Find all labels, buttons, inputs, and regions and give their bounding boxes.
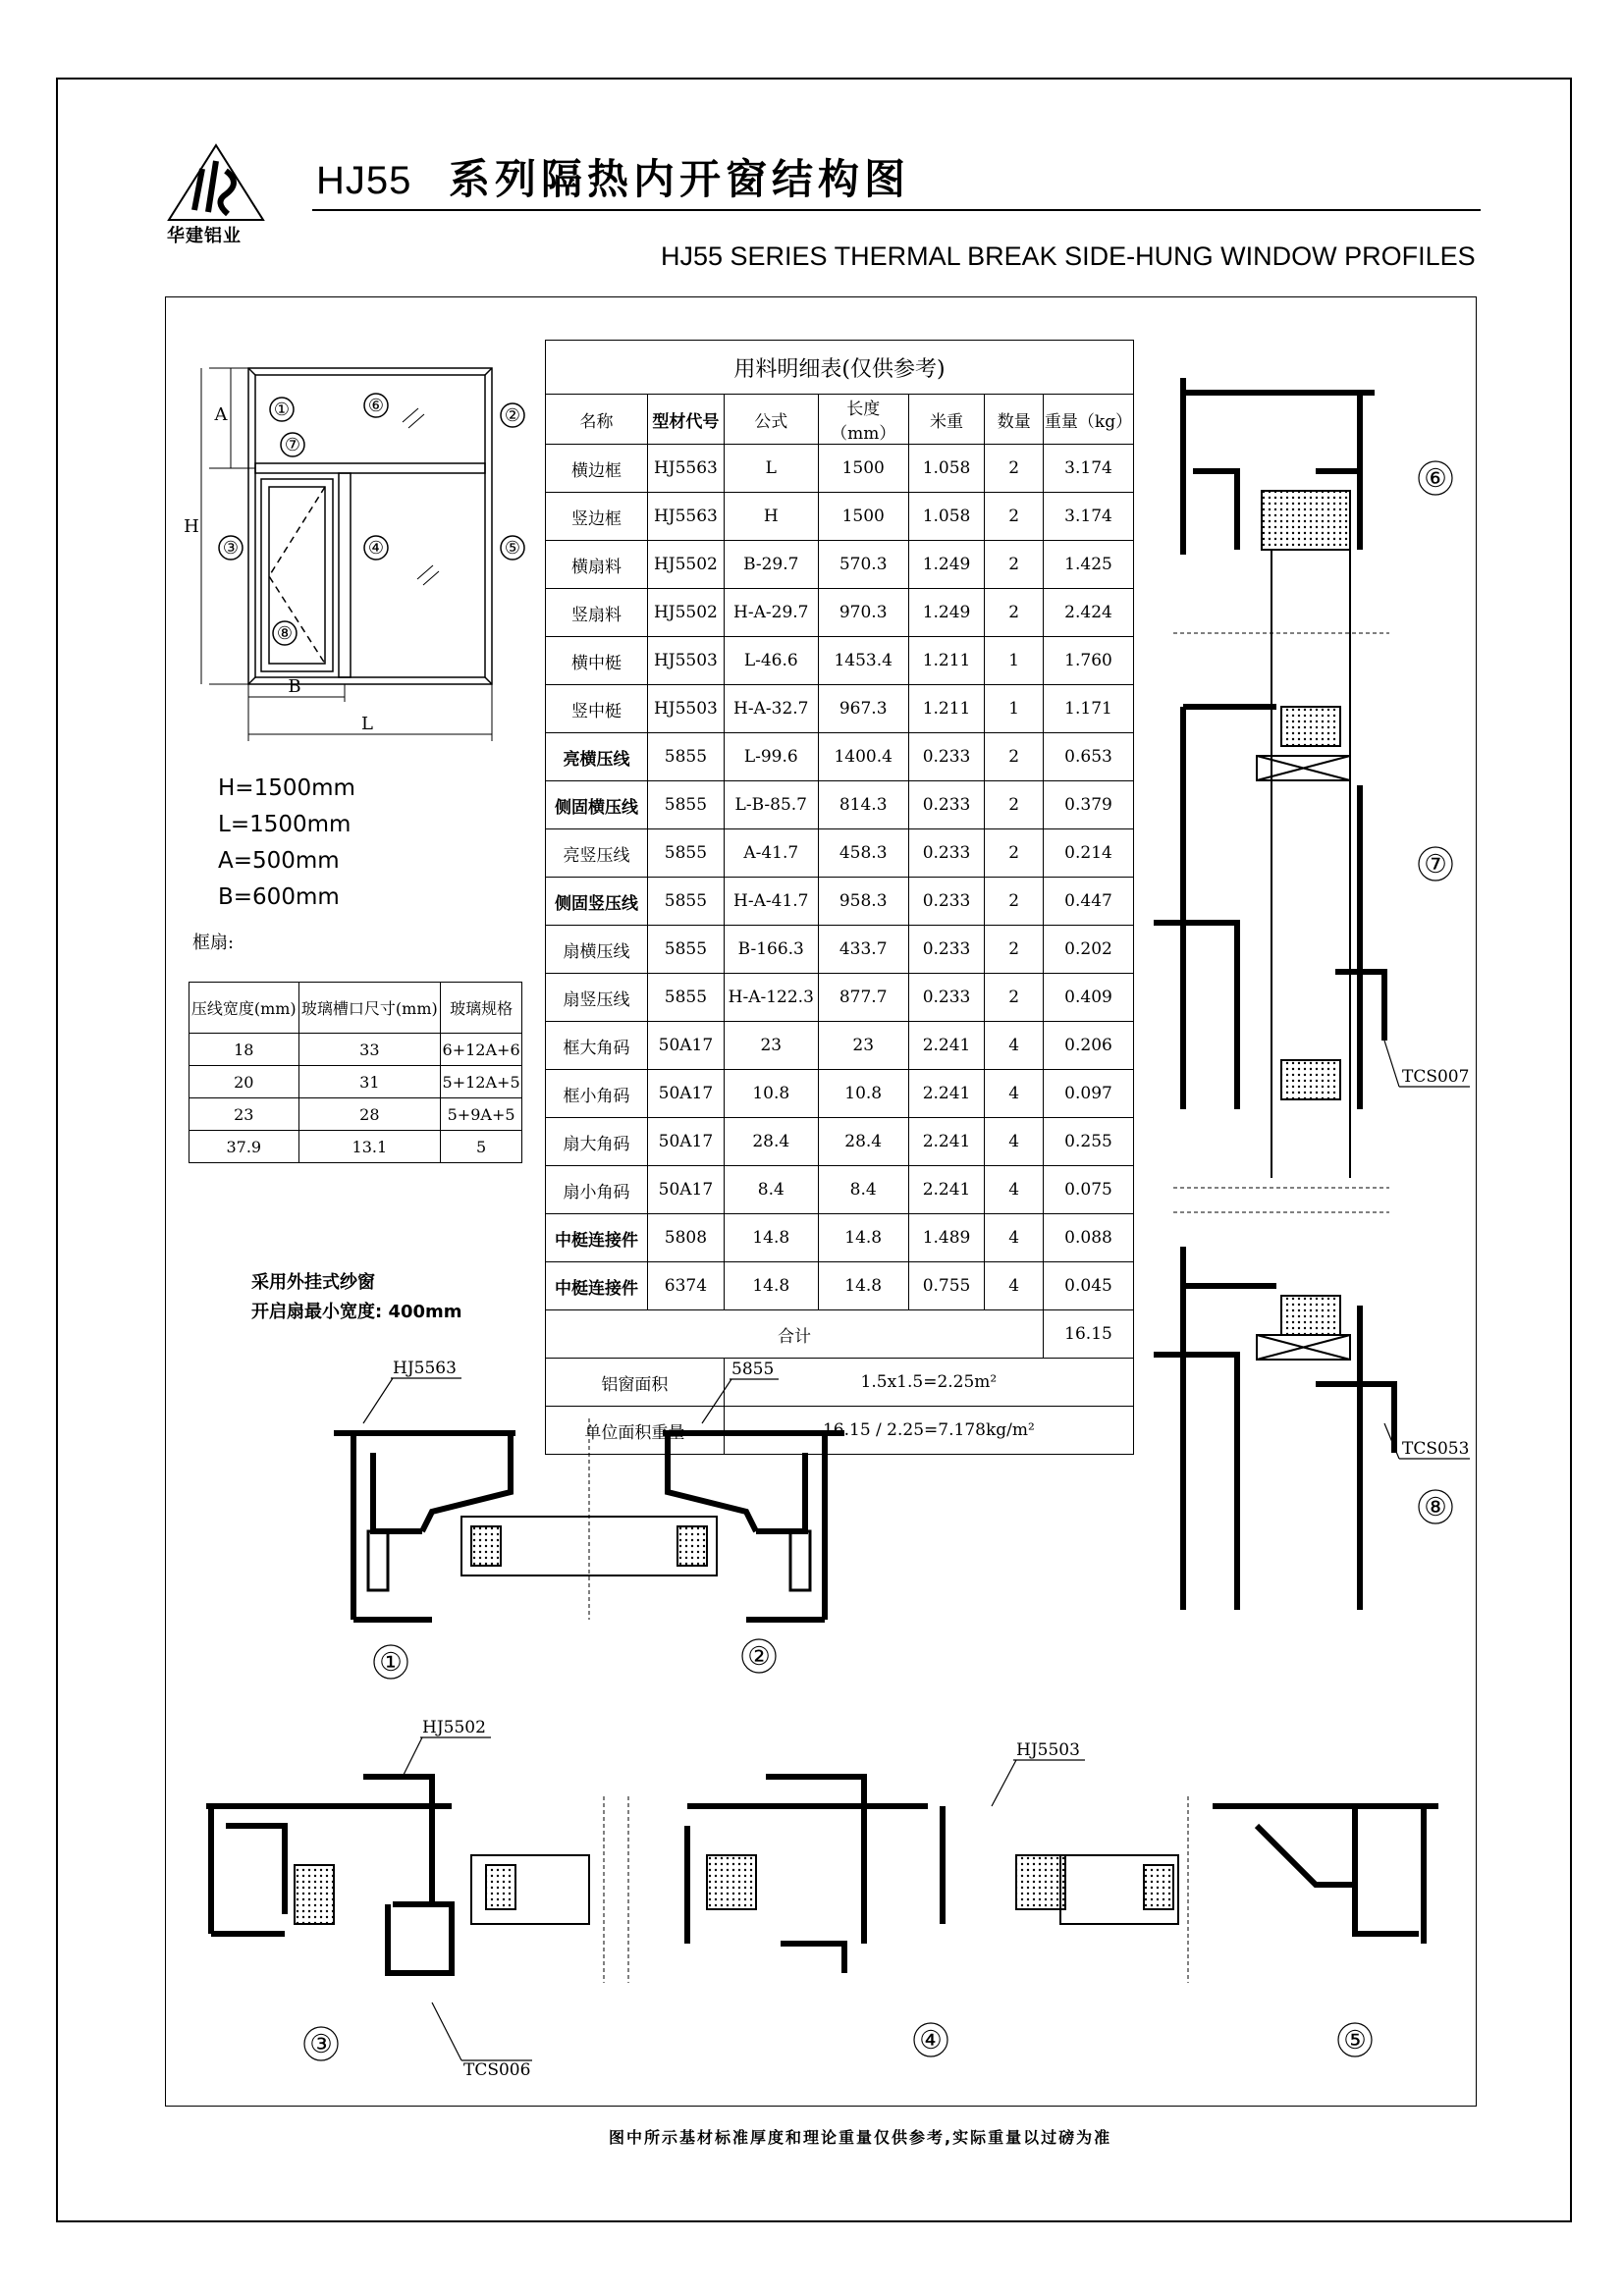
- glass-cell: 18: [189, 1034, 299, 1066]
- bom-cell: HJ5503: [648, 685, 725, 733]
- bom-area-label: 铝窗面积: [546, 1359, 725, 1407]
- bom-cell: B-166.3: [724, 926, 818, 974]
- section-3-profile: [206, 1777, 452, 1973]
- bom-cell: 1500: [818, 493, 908, 541]
- callout-8: ⑧: [276, 623, 294, 644]
- bom-total-label: 合计: [546, 1310, 1044, 1359]
- glass-cell: 37.9: [189, 1131, 299, 1163]
- bom-cell: 0.653: [1044, 733, 1134, 781]
- bom-cell: 1.058: [908, 445, 985, 493]
- bom-cell: 2.424: [1044, 589, 1134, 637]
- section-label-1: ①: [379, 1648, 403, 1678]
- section-3-5-glass: [471, 1855, 1178, 1924]
- bom-cell: 1.249: [908, 589, 985, 637]
- section-label-3: ③: [309, 2030, 333, 2059]
- profile-label-tcs006: TCS006: [463, 2060, 531, 2080]
- bom-cell: H-A-41.7: [724, 878, 818, 926]
- bom-cell: 958.3: [818, 878, 908, 926]
- bom-cell: 0.233: [908, 733, 985, 781]
- bom-header-cell: 重量（kg）: [1044, 395, 1134, 445]
- dim-h: H=1500mm: [218, 775, 355, 801]
- bom-cell: 2: [985, 733, 1044, 781]
- callout-5: ⑤: [504, 538, 521, 559]
- bom-cell: L-B-85.7: [724, 781, 818, 829]
- bom-cell: 1.211: [908, 637, 985, 685]
- bom-cell: L-46.6: [724, 637, 818, 685]
- section-6-8-glass: [1257, 491, 1350, 1360]
- dim-label-b: B: [288, 676, 301, 697]
- bom-cell: 2: [985, 974, 1044, 1022]
- bom-cell: H-A-122.3: [724, 974, 818, 1022]
- bom-cell: 4: [985, 1262, 1044, 1310]
- bom-cell: 框大角码: [546, 1022, 648, 1070]
- bom-cell: 中梃连接件: [546, 1214, 648, 1262]
- bom-cell: 1.058: [908, 493, 985, 541]
- bom-header-cell: 公式: [724, 395, 818, 445]
- bom-cell: 10.8: [818, 1070, 908, 1118]
- bom-cell: 0.214: [1044, 829, 1134, 878]
- bom-header-cell: 长度（mm）: [818, 395, 908, 445]
- bom-title: 用料明细表(仅供参考): [546, 341, 1134, 395]
- glass-header-cell: 玻璃规格: [441, 983, 522, 1034]
- glass-cell: 13.1: [298, 1131, 441, 1163]
- bom-cell: 0.409: [1044, 974, 1134, 1022]
- bom-cell: 横扇料: [546, 541, 648, 589]
- profile-label-tcs053: TCS053: [1402, 1439, 1470, 1459]
- bom-cell: 竖中梃: [546, 685, 648, 733]
- bom-cell: 4: [985, 1118, 1044, 1166]
- bom-cell: 0.206: [1044, 1022, 1134, 1070]
- bom-cell: 4: [985, 1214, 1044, 1262]
- bom-cell: 扇横压线: [546, 926, 648, 974]
- bom-cell: 扇竖压线: [546, 974, 648, 1022]
- bom-cell: 570.3: [818, 541, 908, 589]
- bom-cell: 5855: [648, 926, 725, 974]
- bom-cell: 1.211: [908, 685, 985, 733]
- profile-label-tcs007: TCS007: [1402, 1067, 1470, 1087]
- bom-cell: 970.3: [818, 589, 908, 637]
- bom-cell: 扇大角码: [546, 1118, 648, 1166]
- bom-cell: 2: [985, 878, 1044, 926]
- bom-cell: 50A17: [648, 1166, 725, 1214]
- bom-cell: 0.088: [1044, 1214, 1134, 1262]
- section-label-6: ⑥: [1424, 464, 1447, 494]
- bom-cell: 0.447: [1044, 878, 1134, 926]
- bom-cell: 433.7: [818, 926, 908, 974]
- dim-b: B=600mm: [218, 884, 340, 910]
- bom-cell: 10.8: [724, 1070, 818, 1118]
- bom-cell: 5855: [648, 974, 725, 1022]
- bom-cell: 4: [985, 1022, 1044, 1070]
- bom-cell: 8.4: [818, 1166, 908, 1214]
- bom-cell: 1500: [818, 445, 908, 493]
- bom-cell: 0.379: [1044, 781, 1134, 829]
- footer-note: 图中所示基材标准厚度和理论重量仅供参考,实际重量以过磅为准: [609, 2128, 1112, 2147]
- title-cn: 系列隔热内开窗结构图: [449, 155, 911, 203]
- profile-label-hj5563: HJ5563: [393, 1359, 457, 1378]
- bom-cell: 0.255: [1044, 1118, 1134, 1166]
- bom-header-cell: 型材代号: [648, 395, 725, 445]
- logo-text: 华建铝业: [167, 226, 242, 246]
- bom-cell: 14.8: [818, 1262, 908, 1310]
- bom-cell: 2: [985, 829, 1044, 878]
- bom-header-cell: 米重: [908, 395, 985, 445]
- bom-cell: 亮竖压线: [546, 829, 648, 878]
- bom-cell: 0.233: [908, 781, 985, 829]
- page-subtitle: HJ55 SERIES THERMAL BREAK SIDE-HUNG WINDOW PROFILES: [661, 241, 1476, 271]
- bom-cell: 5855: [648, 781, 725, 829]
- bom-cell: 2: [985, 445, 1044, 493]
- callout-3: ③: [222, 538, 240, 559]
- bom-cell: 2: [985, 541, 1044, 589]
- bom-cell: 亮横压线: [546, 733, 648, 781]
- bom-cell: 2.241: [908, 1118, 985, 1166]
- glass-cell: 5+12A+5: [441, 1066, 522, 1098]
- glass-cell: 6+12A+6: [441, 1034, 522, 1066]
- bom-cell: 14.8: [724, 1214, 818, 1262]
- bom-cell: 5855: [648, 733, 725, 781]
- section-label-8: ⑧: [1424, 1493, 1447, 1522]
- section-5-profile: [1213, 1806, 1438, 1944]
- bom-cell: HJ5563: [648, 493, 725, 541]
- bom-total-value: 16.15: [1044, 1310, 1134, 1359]
- bom-cell: H: [724, 493, 818, 541]
- bom-cell: 5855: [648, 829, 725, 878]
- bom-cell: 14.8: [818, 1214, 908, 1262]
- dim-label-l: L: [361, 714, 373, 734]
- callout-2: ②: [504, 405, 521, 426]
- dim-a: A=500mm: [218, 848, 340, 874]
- bom-cell: 3.174: [1044, 445, 1134, 493]
- bom-cell: 0.233: [908, 926, 985, 974]
- bom-cell: 4: [985, 1070, 1044, 1118]
- callout-4: ④: [367, 538, 385, 559]
- glass-cell: 23: [189, 1098, 299, 1131]
- bom-cell: 0.755: [908, 1262, 985, 1310]
- bom-header-cell: 数量: [985, 395, 1044, 445]
- bom-cell: 0.045: [1044, 1262, 1134, 1310]
- bom-cell: 1: [985, 685, 1044, 733]
- bom-cell: 877.7: [818, 974, 908, 1022]
- bom-cell: 458.3: [818, 829, 908, 878]
- bom-cell: 5855: [648, 878, 725, 926]
- bom-cell: HJ5563: [648, 445, 725, 493]
- bom-cell: 竖边框: [546, 493, 648, 541]
- bom-cell: HJ5502: [648, 541, 725, 589]
- bom-cell: HJ5503: [648, 637, 725, 685]
- note-screen: 采用外挂式纱窗: [251, 1272, 375, 1293]
- bom-cell: L-99.6: [724, 733, 818, 781]
- bom-cell: 1.760: [1044, 637, 1134, 685]
- section-6-8-profile: [1154, 378, 1394, 1610]
- bom-cell: 侧固横压线: [546, 781, 648, 829]
- bom-unit-weight-label: 单位面积重量: [546, 1407, 725, 1455]
- profile-label-5855: 5855: [731, 1360, 775, 1379]
- glass-cell: 31: [298, 1066, 441, 1098]
- bom-cell: 横中梃: [546, 637, 648, 685]
- profile-label-hj5503: HJ5503: [1016, 1740, 1080, 1760]
- bom-cell: B-29.7: [724, 541, 818, 589]
- bom-cell: 0.233: [908, 878, 985, 926]
- bom-cell: 竖扇料: [546, 589, 648, 637]
- bom-cell: A-41.7: [724, 829, 818, 878]
- glass-header-cell: 压线宽度(mm): [189, 983, 299, 1034]
- frame-sash-label: 框扇:: [192, 933, 235, 953]
- bom-cell: 2: [985, 781, 1044, 829]
- bom-cell: 5808: [648, 1214, 725, 1262]
- section-label-7: ⑦: [1424, 850, 1447, 880]
- bom-cell: 50A17: [648, 1022, 725, 1070]
- dim-label-h: H: [184, 516, 199, 537]
- bom-cell: 1.249: [908, 541, 985, 589]
- callout-6: ⑥: [367, 396, 385, 416]
- bom-cell: HJ5502: [648, 589, 725, 637]
- bom-cell: 2.241: [908, 1070, 985, 1118]
- bom-cell: 框小角码: [546, 1070, 648, 1118]
- callout-1: ①: [273, 400, 291, 420]
- section-label-5: ⑤: [1343, 2026, 1367, 2056]
- callout-7: ⑦: [284, 435, 301, 455]
- bom-cell: L: [724, 445, 818, 493]
- dim-l: L=1500mm: [218, 812, 352, 837]
- bom-cell: 中梃连接件: [546, 1262, 648, 1310]
- bom-area-value: 1.5x1.5=2.25m²: [724, 1359, 1133, 1407]
- bom-cell: 1400.4: [818, 733, 908, 781]
- bom-cell: 0.233: [908, 829, 985, 878]
- bom-cell: 0.202: [1044, 926, 1134, 974]
- glass-cell: 5+9A+5: [441, 1098, 522, 1131]
- bom-cell: 23: [724, 1022, 818, 1070]
- profile-label-hj5502: HJ5502: [422, 1718, 486, 1737]
- bom-cell: 50A17: [648, 1118, 725, 1166]
- bom-cell: 0.075: [1044, 1166, 1134, 1214]
- bom-cell: 1.489: [908, 1214, 985, 1262]
- section-label-4: ④: [919, 2026, 943, 2056]
- bom-cell: 2.241: [908, 1022, 985, 1070]
- bom-cell: 8.4: [724, 1166, 818, 1214]
- bom-cell: 0.233: [908, 974, 985, 1022]
- bom-cell: 横边框: [546, 445, 648, 493]
- bom-cell: 侧固竖压线: [546, 878, 648, 926]
- bom-cell: 814.3: [818, 781, 908, 829]
- bom-cell: 1.171: [1044, 685, 1134, 733]
- glass-header-cell: 玻璃槽口尺寸(mm): [298, 983, 441, 1034]
- bom-cell: 2: [985, 926, 1044, 974]
- bom-cell: 23: [818, 1022, 908, 1070]
- bom-cell: 28.4: [818, 1118, 908, 1166]
- bom-cell: 14.8: [724, 1262, 818, 1310]
- bom-cell: 1.425: [1044, 541, 1134, 589]
- bom-cell: 2.241: [908, 1166, 985, 1214]
- dim-label-a: A: [214, 404, 228, 425]
- bom-cell: 2: [985, 493, 1044, 541]
- bom-cell: 0.097: [1044, 1070, 1134, 1118]
- glass-cell: 33: [298, 1034, 441, 1066]
- series-code: HJ55: [316, 159, 412, 202]
- note-min-width: 开启扇最小宽度: 400mm: [251, 1302, 462, 1322]
- bom-cell: 4: [985, 1166, 1044, 1214]
- bom-header-cell: 名称: [546, 395, 648, 445]
- bom-cell: 1: [985, 637, 1044, 685]
- bom-cell: 扇小角码: [546, 1166, 648, 1214]
- bom-cell: 2: [985, 589, 1044, 637]
- bom-cell: 50A17: [648, 1070, 725, 1118]
- bom-cell: 28.4: [724, 1118, 818, 1166]
- bom-cell: 967.3: [818, 685, 908, 733]
- bom-cell: 6374: [648, 1262, 725, 1310]
- glass-cell: 20: [189, 1066, 299, 1098]
- section-label-2: ②: [747, 1642, 771, 1672]
- bom-cell: 1453.4: [818, 637, 908, 685]
- bom-cell: 3.174: [1044, 493, 1134, 541]
- glass-cell: 5: [441, 1131, 522, 1163]
- bom-cell: H-A-29.7: [724, 589, 818, 637]
- bom-cell: H-A-32.7: [724, 685, 818, 733]
- bom-unit-weight-value: 16.15 / 2.25=7.178kg/m²: [724, 1407, 1133, 1455]
- glass-cell: 28: [298, 1098, 441, 1131]
